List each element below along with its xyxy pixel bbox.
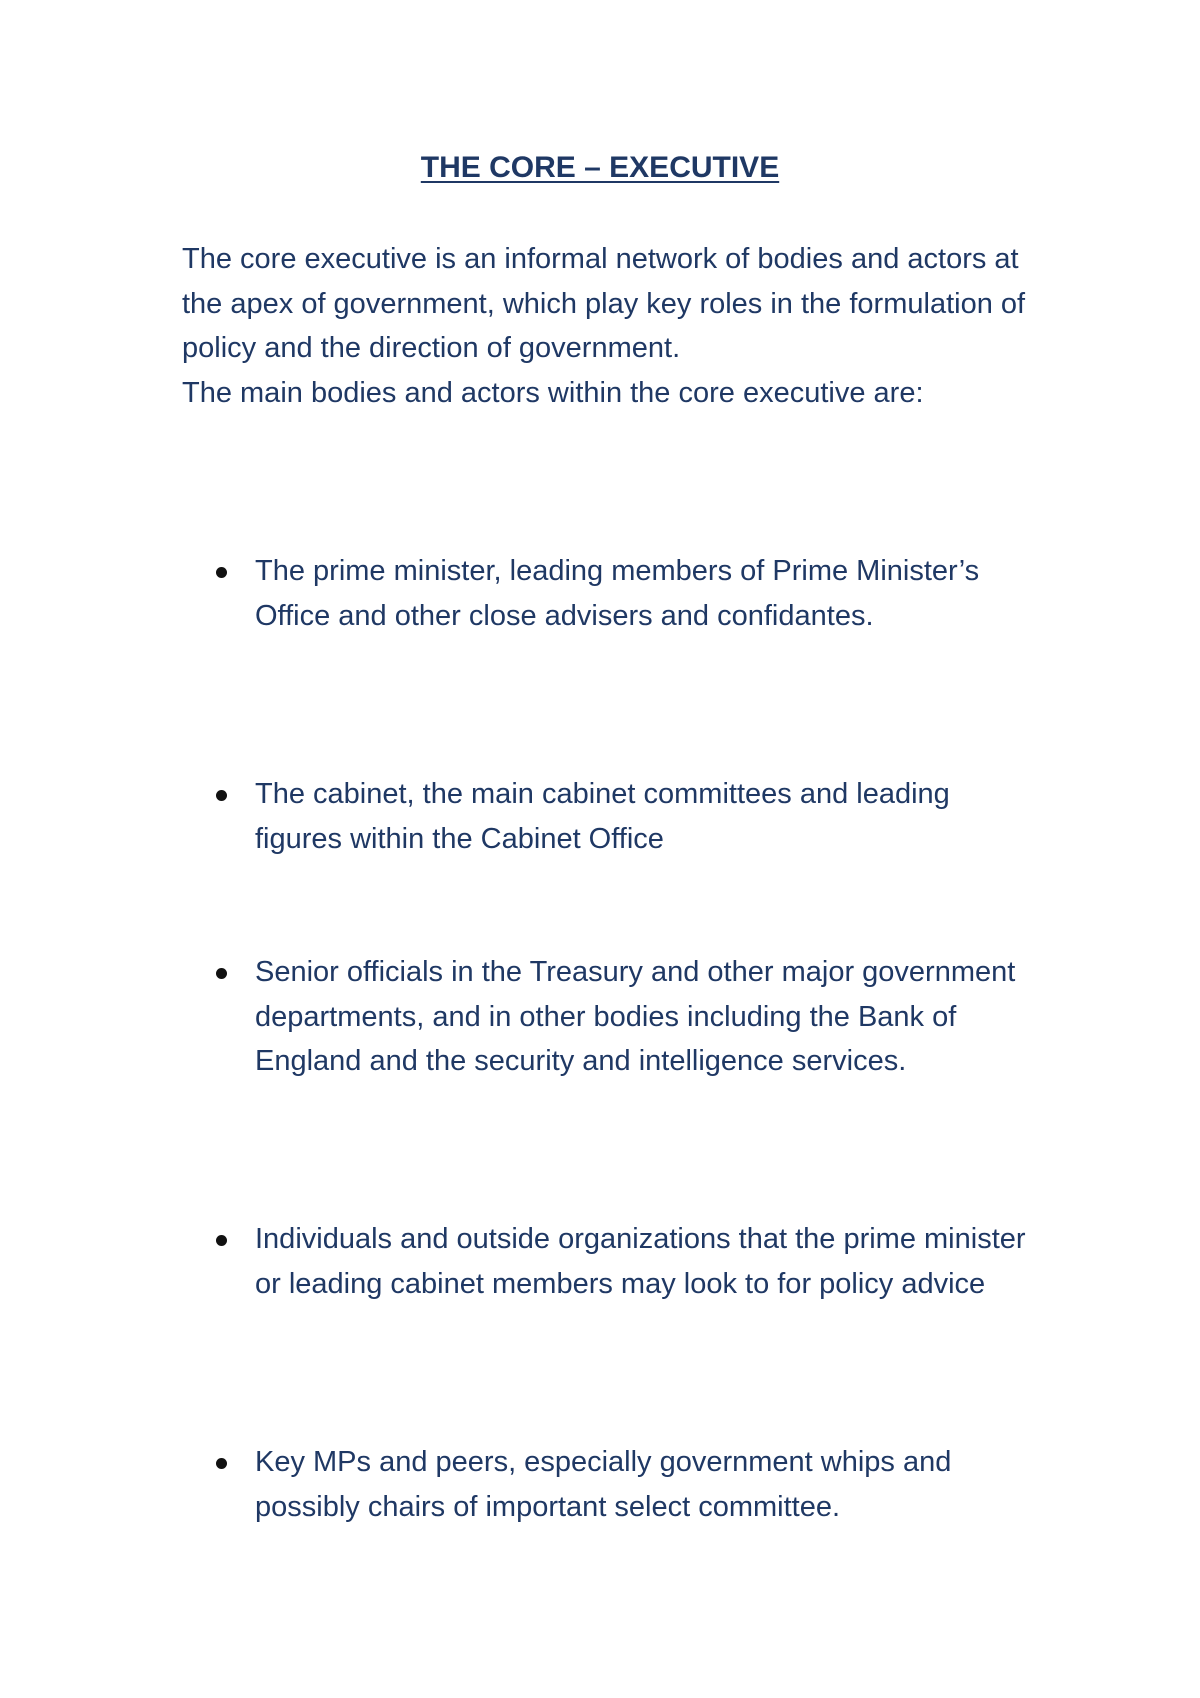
bullet-text: Senior officials in the Treasury and other major government departments, and in other bodies including the Bank of England and the security and intelligence services. bbox=[255, 956, 1016, 1077]
bullet-text: Individuals and outside organizations that the prime minister or leading cabinet members may look to for policy advice bbox=[255, 1223, 1026, 1300]
document-title: THE CORE – EXECUTIVE bbox=[420, 151, 780, 184]
bullet-text: The prime minister, leading members of Prime Minister’s Office and other close advisers and confidantes. bbox=[255, 555, 980, 632]
intro-paragraph-definition: The core executive is an informal network of bodies and actors at the apex of government, which play key roles in the formulation of policy and the direction of government. bbox=[182, 243, 1026, 364]
bullet-dot-icon bbox=[216, 1235, 227, 1246]
bullet-dot-icon bbox=[216, 790, 227, 801]
bullet-text: Key MPs and peers, especially government whips and possibly chairs of important select committee. bbox=[255, 1446, 952, 1523]
intro-section bbox=[182, 237, 1042, 415]
bullet-dot-icon bbox=[216, 567, 227, 578]
intro-paragraph-list-lead: The main bodies and actors within the core executive are: bbox=[182, 376, 924, 409]
bullet-dot-icon bbox=[216, 968, 227, 979]
bullet-dot-icon bbox=[216, 1458, 227, 1469]
bullet-text: The cabinet, the main cabinet committees and leading figures within the Cabinet Office bbox=[255, 778, 950, 855]
